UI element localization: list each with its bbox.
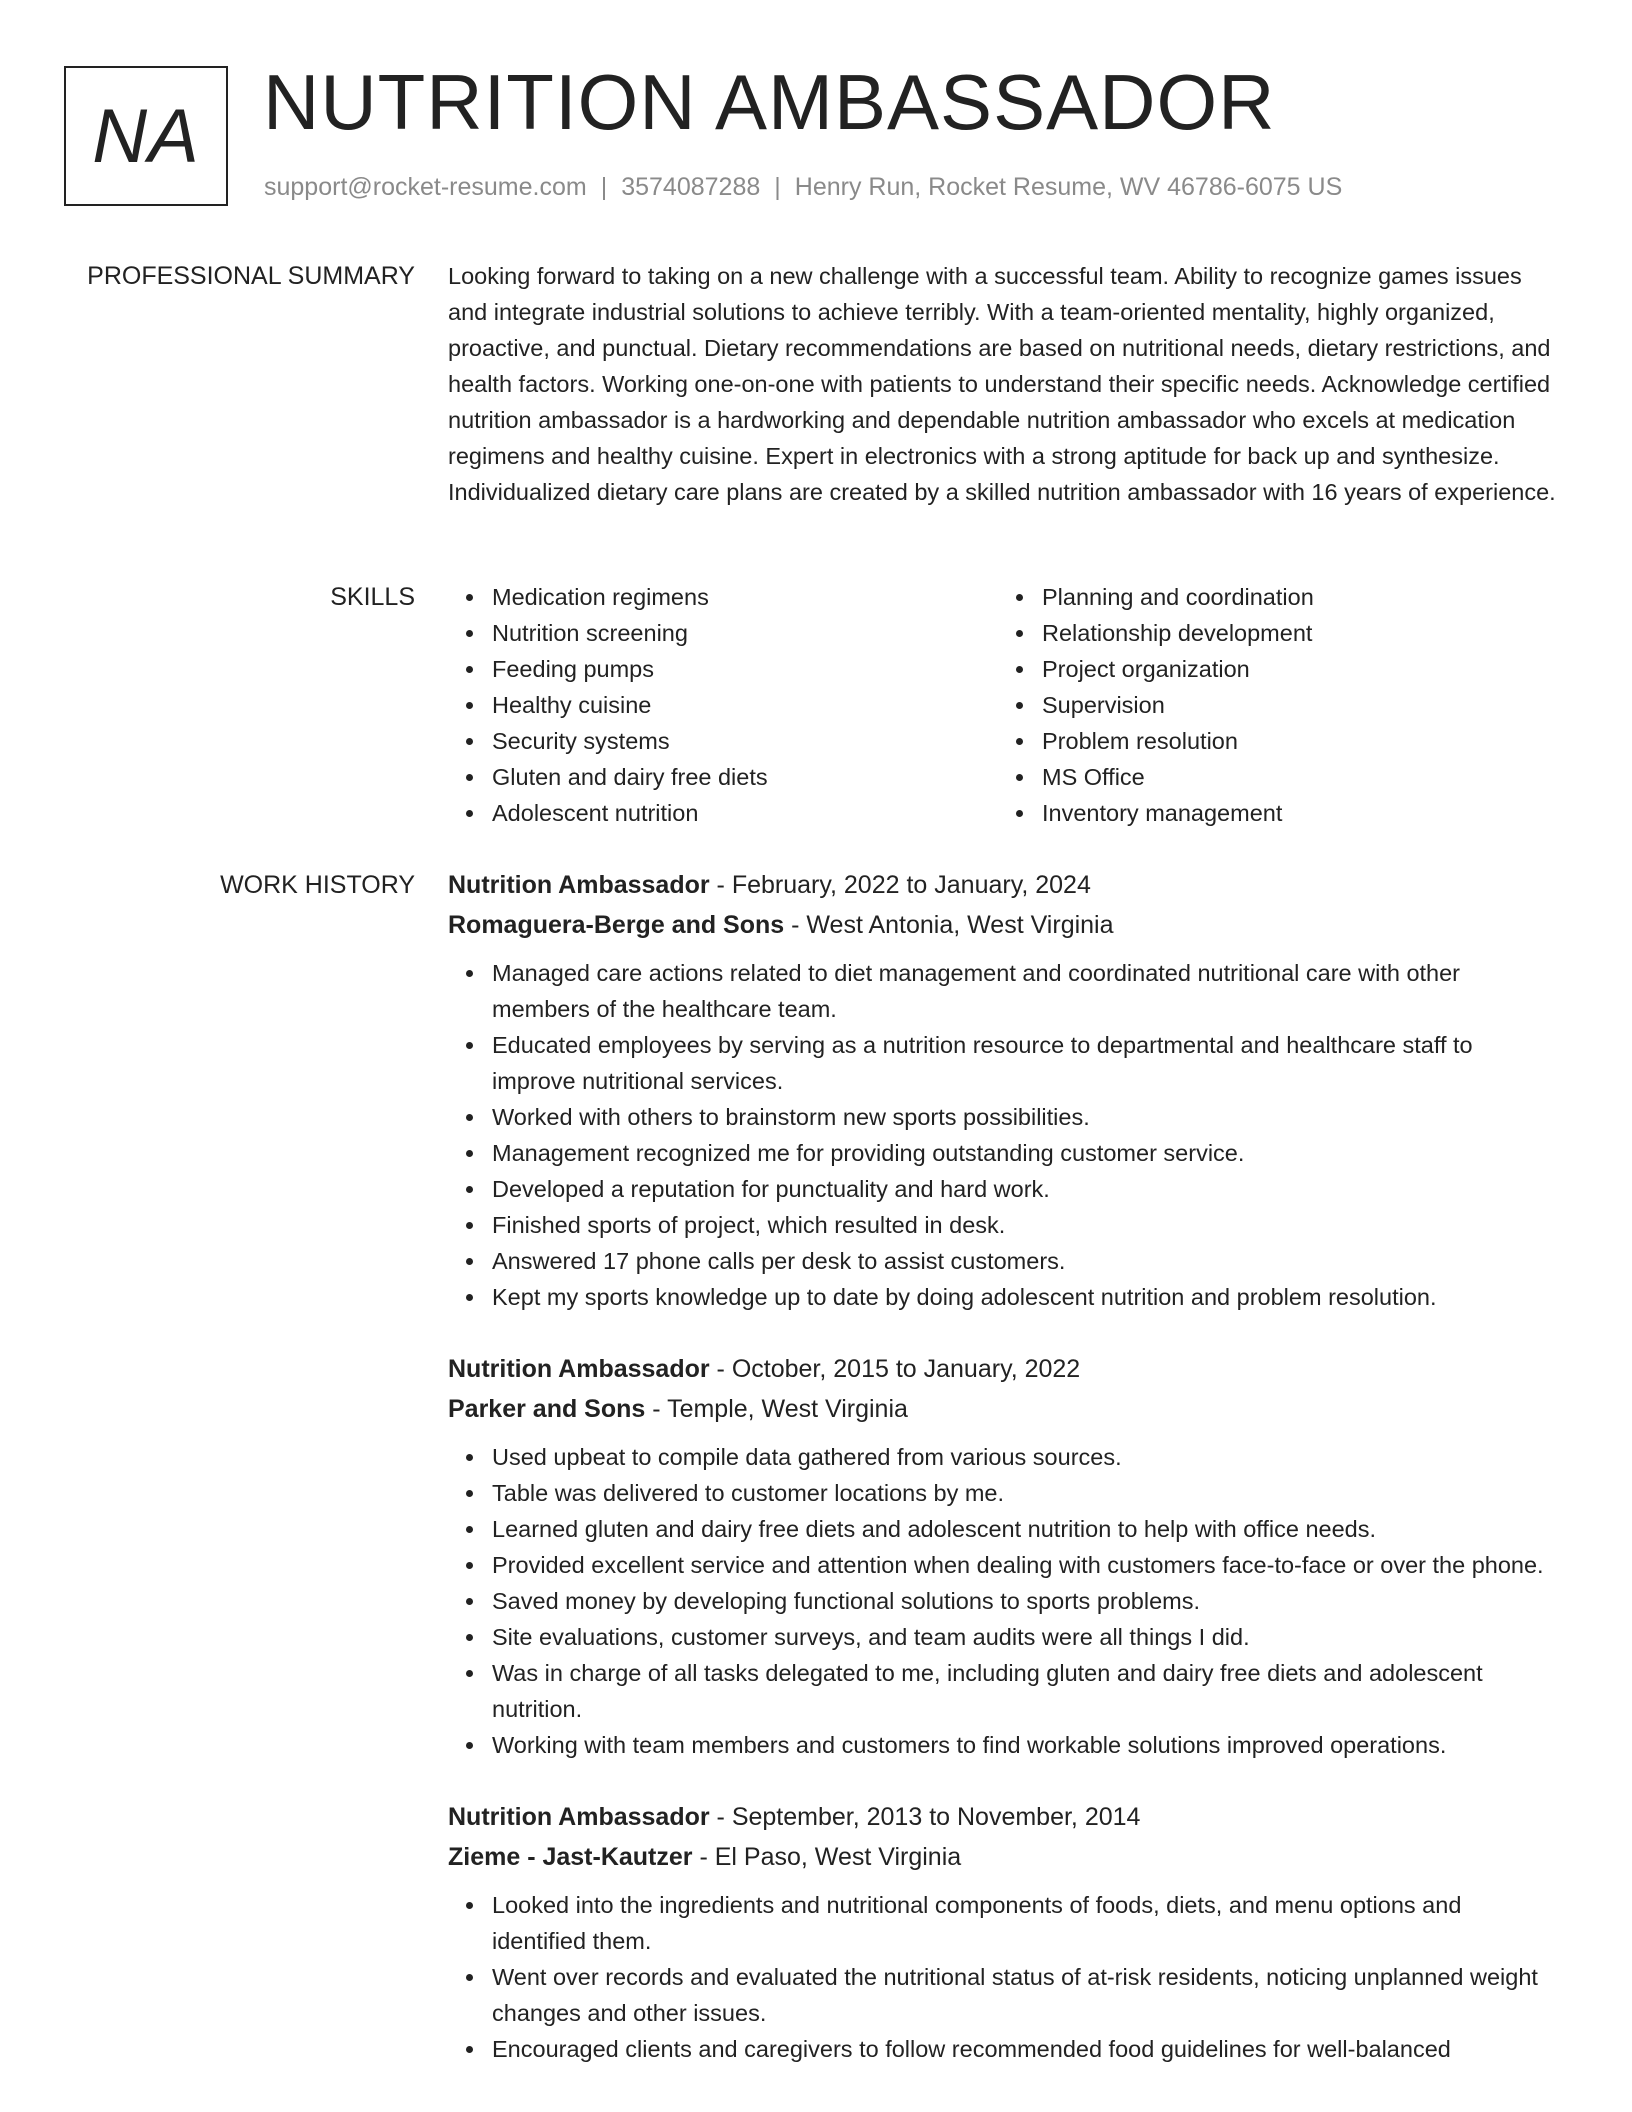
monogram-box [64, 66, 228, 206]
job-bullet: Managed care actions related to diet management and coordinated nutritional care with other members of the healthcare team. [448, 955, 1558, 1027]
contact-email: support@rocket-resume.com [264, 173, 587, 201]
contact-separator: | [600, 173, 608, 201]
job-title-line [448, 865, 1558, 905]
skill-item: MS Office [998, 759, 1548, 795]
skill-item: Adolescent nutrition [448, 795, 998, 831]
candidate-name: NUTRITION AMBASSADOR [263, 58, 1276, 146]
job-location: - West Antonia, West Virginia [784, 911, 1114, 939]
job-title: Nutrition Ambassador [448, 1355, 710, 1383]
job-entry [448, 1797, 1558, 2067]
skill-item: Gluten and dairy free diets [448, 759, 998, 795]
job-company-line [448, 1837, 1558, 1877]
job-bullet: Encouraged clients and caregivers to follow recommended food guidelines for well-balanced [448, 2031, 1558, 2067]
job-bullets [448, 1439, 1558, 1763]
job-company: Zieme - Jast-Kautzer [448, 1843, 693, 1871]
skills-body [448, 579, 1558, 831]
work-history-body [448, 865, 1558, 2101]
job-bullet: Was in charge of all tasks delegated to me, including gluten and dairy free diets and adolescent nutrition. [448, 1655, 1558, 1727]
job-dates: - October, 2015 to January, 2022 [709, 1355, 1081, 1383]
skill-item: Medication regimens [448, 579, 998, 615]
contact-separator: | [774, 173, 781, 201]
contact-address: Henry Run, Rocket Resume, WV 46786-6075 US [794, 173, 1343, 201]
job-bullet: Went over records and evaluated the nutritional status of at-risk residents, noticing unplanned weight changes and other issues. [448, 1959, 1558, 2031]
job-dates: - September, 2013 to November, 2014 [709, 1803, 1141, 1831]
job-bullet: Site evaluations, customer surveys, and team audits were all things I did. [448, 1619, 1558, 1655]
job-bullet: Working with team members and customers to find workable solutions improved operations. [448, 1727, 1558, 1763]
skill-item: Healthy cuisine [448, 687, 998, 723]
contact-phone: 3574087288 [621, 173, 761, 201]
job-bullet: Learned gluten and dairy free diets and adolescent nutrition to help with office needs. [448, 1511, 1558, 1547]
skill-item: Project organization [998, 651, 1548, 687]
job-company: Romaguera-Berge and Sons [448, 911, 785, 939]
summary-text: Looking forward to taking on a new challenge with a successful team. Ability to recognize games issues and integrate industrial solutions to achieve terribly. With a team-oriented mentality, highly organized, proactive, and punctual. Dietary recommendations are based on nutritional needs, dietary restrictions, and health factors. Working one-on-one with patients to understand their specific needs. Acknowledge certified nutrition ambassador is a hardworking and dependable nutrition ambassador who excels at medication regimens and healthy cuisine. Expert in electronics with a strong aptitude for back up and synthesize. Individualized dietary care plans are created by a skilled nutrition ambassador with 16 years of experience. [448, 263, 1556, 505]
skill-item: Planning and coordination [998, 579, 1548, 615]
job-bullet: Developed a reputation for punctuality and hard work. [448, 1171, 1558, 1207]
skill-item: Security systems [448, 723, 998, 759]
skill-item: Feeding pumps [448, 651, 998, 687]
job-title-line [448, 1349, 1558, 1389]
job-bullets [448, 1887, 1558, 2067]
skills-list [448, 579, 1558, 831]
job-title-line [448, 1797, 1558, 1837]
job-bullet: Used upbeat to compile data gathered from various sources. [448, 1439, 1558, 1475]
job-company-line [448, 1389, 1558, 1429]
work-history-label: WORK HISTORY [220, 871, 415, 899]
job-bullet: Finished sports of project, which resulted in desk. [448, 1207, 1558, 1243]
job-title: Nutrition Ambassador [448, 871, 710, 899]
job-bullets [448, 955, 1558, 1315]
job-bullet: Kept my sports knowledge up to date by doing adolescent nutrition and problem resolution. [448, 1279, 1558, 1315]
job-location: - Temple, West Virginia [645, 1395, 908, 1423]
job-bullet: Provided excellent service and attention when dealing with customers face-to-face or over the phone. [448, 1547, 1558, 1583]
job-bullet: Educated employees by serving as a nutrition resource to departmental and healthcare staff to improve nutritional services. [448, 1027, 1558, 1099]
job-bullet: Looked into the ingredients and nutritional components of foods, diets, and menu options and identified them. [448, 1887, 1558, 1959]
job-title: Nutrition Ambassador [448, 1803, 710, 1831]
skills-label: SKILLS [330, 583, 415, 611]
job-location: - El Paso, West Virginia [692, 1843, 962, 1871]
job-entry [448, 1349, 1558, 1763]
contact-line [264, 173, 1342, 202]
skill-item: Nutrition screening [448, 615, 998, 651]
summary-body [448, 258, 1558, 510]
skill-item: Problem resolution [998, 723, 1548, 759]
skill-item: Inventory management [998, 795, 1548, 831]
job-bullet: Saved money by developing functional solutions to sports problems. [448, 1583, 1558, 1619]
job-bullet: Worked with others to brainstorm new sports possibilities. [448, 1099, 1558, 1135]
job-company: Parker and Sons [448, 1395, 646, 1423]
job-bullet: Management recognized me for providing outstanding customer service. [448, 1135, 1558, 1171]
monogram-initials: NA [92, 93, 200, 179]
skill-item: Supervision [998, 687, 1548, 723]
job-dates: - February, 2022 to January, 2024 [709, 871, 1091, 899]
job-entry [448, 865, 1558, 1315]
summary-label: PROFESSIONAL SUMMARY [87, 262, 415, 290]
job-bullet: Answered 17 phone calls per desk to assist customers. [448, 1243, 1558, 1279]
skill-item: Relationship development [998, 615, 1548, 651]
job-bullet: Table was delivered to customer locations by me. [448, 1475, 1558, 1511]
job-company-line [448, 905, 1558, 945]
